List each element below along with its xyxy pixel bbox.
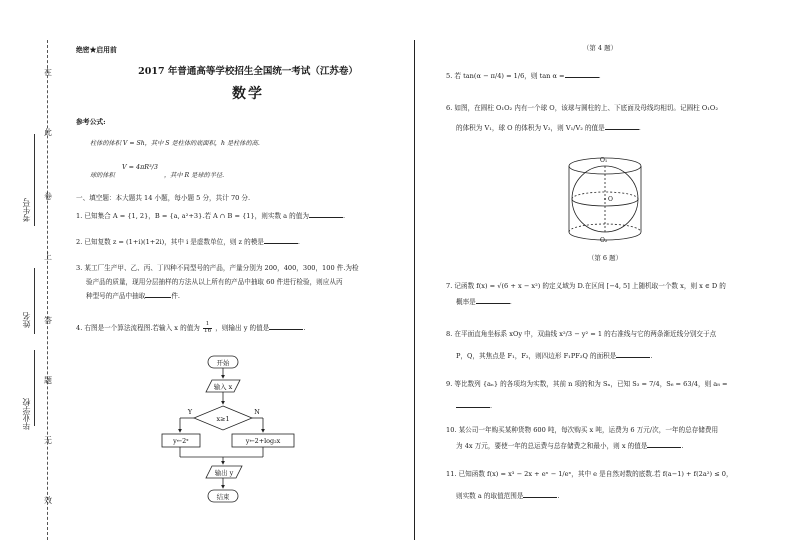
flow-input-text: 输入 x <box>213 383 233 391</box>
question-9-line-1: 9. 等比数列 {aₙ} 的各项均为实数，其前 n 项的和为 Sₙ，已知 S₃ = 7/4，S₆ = 63/4，则 a₈ = <box>446 380 728 388</box>
field-line-candidate-number[interactable] <box>34 134 35 226</box>
label-o1: O₁ <box>600 157 608 164</box>
figure-6-cylinder <box>560 152 650 244</box>
figure-4-caption: （第 4 题） <box>582 44 618 52</box>
prism-formula: 柱体的体积 V = Sh，其中 S 是柱体的底面积，h 是柱体的高. <box>90 140 260 147</box>
question-10-line-1: 10. 某公司一年购买某种货物 600 吨，每次购买 x 吨，运费为 6 万元/次，一年的总存储费用 <box>446 426 719 434</box>
flow-condition-text: x≥1 <box>216 415 230 423</box>
flow-end-text: 结束 <box>216 493 230 501</box>
question-6-line-2: 的体积为 V₁，球 O 的体积为 V₂，则 V₁/V₂ 的值是 . <box>456 124 641 132</box>
seal-char-7: 无 <box>44 436 52 445</box>
seal-char-5: 答 <box>44 316 52 325</box>
reference-heading: 参考公式: <box>76 118 106 126</box>
question-7-line-1: 7. 记函数 f(x) = √(6 + x − x²) 的定义域为 D.在区间 [−4, 5] 上随机取一个数 x，则 x ∈ D 的 <box>446 282 726 290</box>
seal-char-3: 卷 <box>44 192 52 201</box>
question-6-line-1: 6. 如图，在圆柱 O₁O₂ 内有一个球 O，该球与圆柱的上、下底面及母线均相切。记圆柱 O₁O₂ <box>446 104 718 112</box>
q4-fraction: $\frac{1}{16}$ <box>204 321 212 334</box>
question-8-line-1: 8. 在平面直角坐标系 xOy 中，双曲线 x²/3 − y² = 1 的右准线与它的两条渐近线分别交于点 <box>446 330 717 338</box>
answer-blank-4[interactable] <box>269 324 303 330</box>
figure-6-caption: （第 6 题） <box>587 254 623 262</box>
answer-blank-3[interactable] <box>145 292 171 298</box>
question-11-line-2: 则实数 a 的取值范围是 . <box>456 492 560 500</box>
flow-no-label: N <box>254 408 260 416</box>
subject-title: 数学 <box>232 86 264 102</box>
question-10-line-2: 为 4x 万元，要使一年的总运费与总存储费之和最小，则 x 的值是 . <box>456 442 684 450</box>
answer-blank-1[interactable] <box>309 212 343 218</box>
column-divider <box>414 40 415 540</box>
question-4: 4. 右图是一个算法流程图.若输入 x 的值为 $\frac{1}{16}$ ，则输出 y 的值是 . <box>76 321 306 334</box>
answer-blank-2[interactable] <box>264 238 298 244</box>
question-2: 2. 已知复数 z = (1+i)(1+2i)，其中 i 是虚数单位，则 z 的模是 . <box>76 238 300 246</box>
answer-blank-9[interactable] <box>456 402 490 408</box>
answer-blank-11[interactable] <box>523 492 557 498</box>
flow-yes-label: Y <box>187 408 193 416</box>
section-heading: 一、填空题：本大题共 14 小题，每小题 5 分，共计 70 分. <box>76 194 251 202</box>
secret-tag: 绝密★启用前 <box>76 46 117 54</box>
exam-title: 2017 年普通高等学校招生全国统一考试（江苏卷） <box>138 66 358 77</box>
sphere-label: 球的体积 <box>90 172 115 179</box>
sphere-center-dot <box>604 198 606 200</box>
question-1: 1. 已知集合 A = {1, 2}，B = {a, a²+3}.若 A ∩ B = {1}，则实数 a 的值为 . <box>76 212 346 220</box>
answer-blank-6[interactable] <box>605 124 639 130</box>
question-9-line-2: . <box>456 402 492 410</box>
field-line-name[interactable] <box>34 268 35 334</box>
flow-output-text: 输出 y <box>214 469 234 477</box>
question-3-line-2: 验产品的质量，现用分层抽样的方法从以上所有的产品中抽取 60 件进行检验，则应从丙 <box>86 278 343 286</box>
seal-char-8: 效 <box>44 496 52 505</box>
flow-start-text: 开始 <box>216 359 230 367</box>
flowchart <box>160 352 300 512</box>
sphere-formula: V = 4πR³/3 <box>122 163 158 171</box>
seal-char-6: 题 <box>44 376 52 385</box>
binding-dashed-line <box>47 40 48 540</box>
sphere-note: ，其中 R 是球的半径. <box>164 172 225 179</box>
seal-char-4: 上 <box>44 252 52 261</box>
field-label-candidate-number: 考生号 <box>22 198 31 222</box>
seal-char-1: 在 <box>44 68 52 77</box>
field-line-school[interactable] <box>34 350 35 426</box>
question-5: 5. 若 tan(α − π/4) = 1/6，则 tan α = . <box>446 72 601 80</box>
question-7-line-2: 概率是 . <box>456 298 512 306</box>
flow-assign-left-text: y←2ˣ <box>173 437 189 445</box>
answer-blank-7[interactable] <box>476 298 510 304</box>
answer-blank-5[interactable] <box>565 72 599 78</box>
label-o2: O₂ <box>600 237 608 244</box>
question-11-line-1: 11. 已知函数 f(x) = x³ − 2x + eˣ − 1/eˣ，其中 e 是自然对数的底数.若 f(a−1) + f(2a²) ≤ 0， <box>446 470 733 478</box>
flow-assign-right-text: y←2+log₂x <box>245 437 281 445</box>
answer-blank-8[interactable] <box>616 352 650 358</box>
field-label-school: 毕业学校 <box>22 398 31 430</box>
answer-blank-10[interactable] <box>647 442 681 448</box>
field-label-name: 姓名 <box>22 312 31 328</box>
seal-char-2: 此 <box>44 128 52 137</box>
question-3-line-3: 种型号的产品中抽取 件. <box>86 292 181 300</box>
question-8-line-2: P，Q，其焦点是 F₁，F₂，则四边形 F₁PF₂Q 的面积是 . <box>456 352 653 360</box>
label-o: O <box>608 196 613 203</box>
question-3-line-1: 3. 某工厂生产甲、乙、丙、丁四种不同型号的产品，产量分别为 200，400，300，100 件.为检 <box>76 264 359 272</box>
